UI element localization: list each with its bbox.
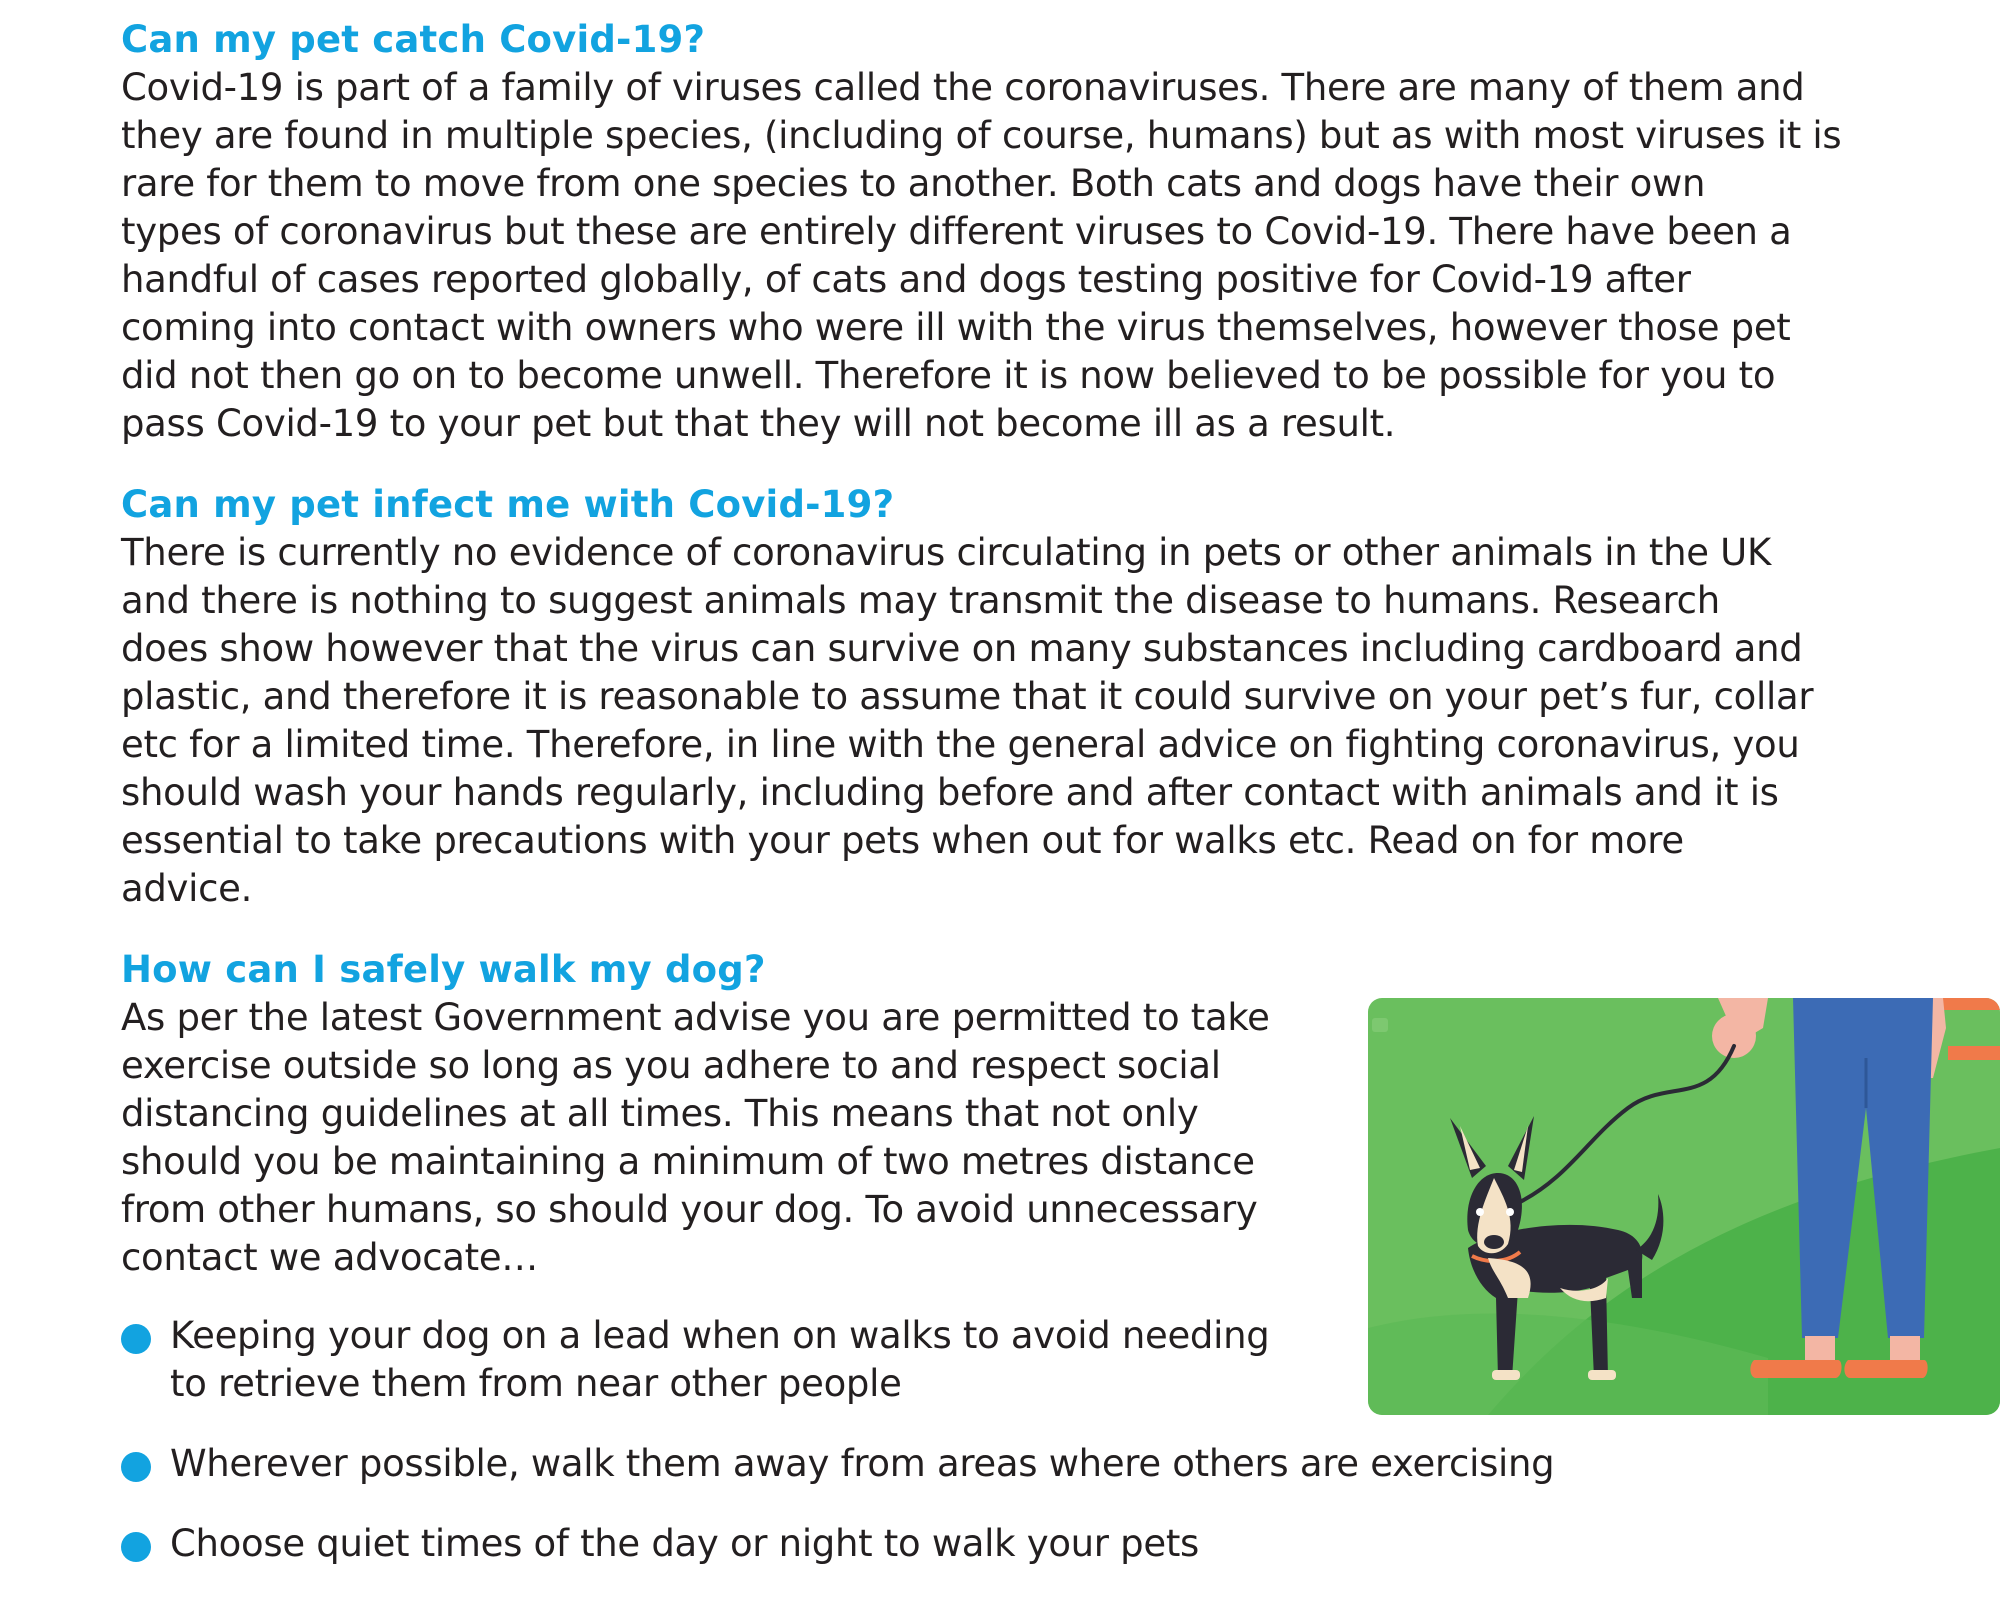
paragraph-line: from other humans, so should your dog. To avoid unnecessary [121, 1188, 1258, 1231]
bullet-dot-icon [121, 1452, 151, 1482]
bullet-item-quiet-times [121, 1520, 1199, 1568]
bullet-text-line: Wherever possible, walk them away from areas where others are exercising [170, 1442, 1555, 1485]
heading-how-to-walk-dog: How can I safely walk my dog? [121, 948, 766, 991]
paragraph-line: As per the latest Government advise you are permitted to take [121, 996, 1270, 1039]
paragraph-line: etc for a limited time. Therefore, in line with the general advice on fighting coronavirus, you [121, 723, 1800, 766]
heading-can-my-pet-catch-covid: Can my pet catch Covid-19? [121, 18, 706, 61]
paragraph-line: exercise outside so long as you adhere to and respect social [121, 1044, 1221, 1087]
heading-can-my-pet-infect-me: Can my pet infect me with Covid-19? [121, 483, 895, 526]
bench-slat [1948, 1046, 2000, 1060]
bullet-text-line: to retrieve them from near other people [170, 1362, 902, 1405]
paragraph-line: should wash your hands regularly, including before and after contact with animals and it is [121, 771, 1779, 814]
paragraph-line: handful of cases reported globally, of cats and dogs testing positive for Covid-19 after [121, 258, 1691, 301]
person-shoe [1750, 1360, 1841, 1378]
bullet-dot-icon [121, 1324, 151, 1354]
paragraph-walk-dog [121, 994, 1270, 1282]
paragraph-line: does show however that the virus can survive on many substances including cardboard and [121, 627, 1803, 670]
paragraph-line: did not then go on to become unwell. Therefore it is now believed to be possible for you to [121, 354, 1776, 397]
bullet-text-line: Keeping your dog on a lead when on walks to avoid needing [170, 1314, 1270, 1357]
dog-eye [1506, 1208, 1514, 1216]
paragraph-line: distancing guidelines at all times. This means that not only [121, 1092, 1199, 1135]
person-shoe [1844, 1360, 1927, 1378]
paragraph-line: types of coronavirus but these are entirely different viruses to Covid-19. There have been a [121, 210, 1792, 253]
paragraph-line: pass Covid-19 to your pet but that they will not become ill as a result. [121, 402, 1396, 445]
dog-paw [1588, 1370, 1616, 1380]
paragraph-line: rare for them to move from one species to another. Both cats and dogs have their own [121, 162, 1706, 205]
dog-nose [1484, 1235, 1504, 1249]
person-ankle [1805, 1336, 1835, 1362]
paragraph-line: There is currently no evidence of coronavirus circulating in pets or other animals in the UK [121, 531, 1771, 574]
bullet-dot-icon [121, 1532, 151, 1562]
bullet-text-line: Choose quiet times of the day or night to walk your pets [170, 1522, 1200, 1565]
dog-eye [1476, 1208, 1484, 1216]
person-ankle [1890, 1336, 1920, 1362]
paragraph-pet-catch-covid [121, 64, 1841, 448]
paragraph-line: essential to take precautions with your pets when out for walks etc. Read on for more [121, 819, 1684, 862]
bullet-item-keep-on-lead [121, 1312, 1269, 1408]
paragraph-line: should you be maintaining a minimum of two metres distance [121, 1140, 1255, 1183]
paragraph-pet-infect-me [121, 529, 1813, 913]
paragraph-line: Covid-19 is part of a family of viruses called the coronaviruses. There are many of them and [121, 66, 1805, 109]
person-walking-dog-illustration [1368, 998, 2000, 1415]
paragraph-line: advice. [121, 867, 253, 910]
paragraph-line: coming into contact with owners who were ill with the virus themselves, however those pet [121, 306, 1791, 349]
paragraph-line: and there is nothing to suggest animals may transmit the disease to humans. Research [121, 579, 1720, 622]
paragraph-line: contact we advocate… [121, 1236, 538, 1279]
bullet-item-walk-away [121, 1440, 1554, 1488]
dog-paw [1492, 1370, 1520, 1380]
paragraph-line: plastic, and therefore it is reasonable to assume that it could survive on your pet’s fur, collar [121, 675, 1814, 718]
paragraph-line: they are found in multiple species, (including of course, humans) but as with most viruses it is [121, 114, 1842, 157]
small-plant-shape [1372, 1018, 1388, 1032]
